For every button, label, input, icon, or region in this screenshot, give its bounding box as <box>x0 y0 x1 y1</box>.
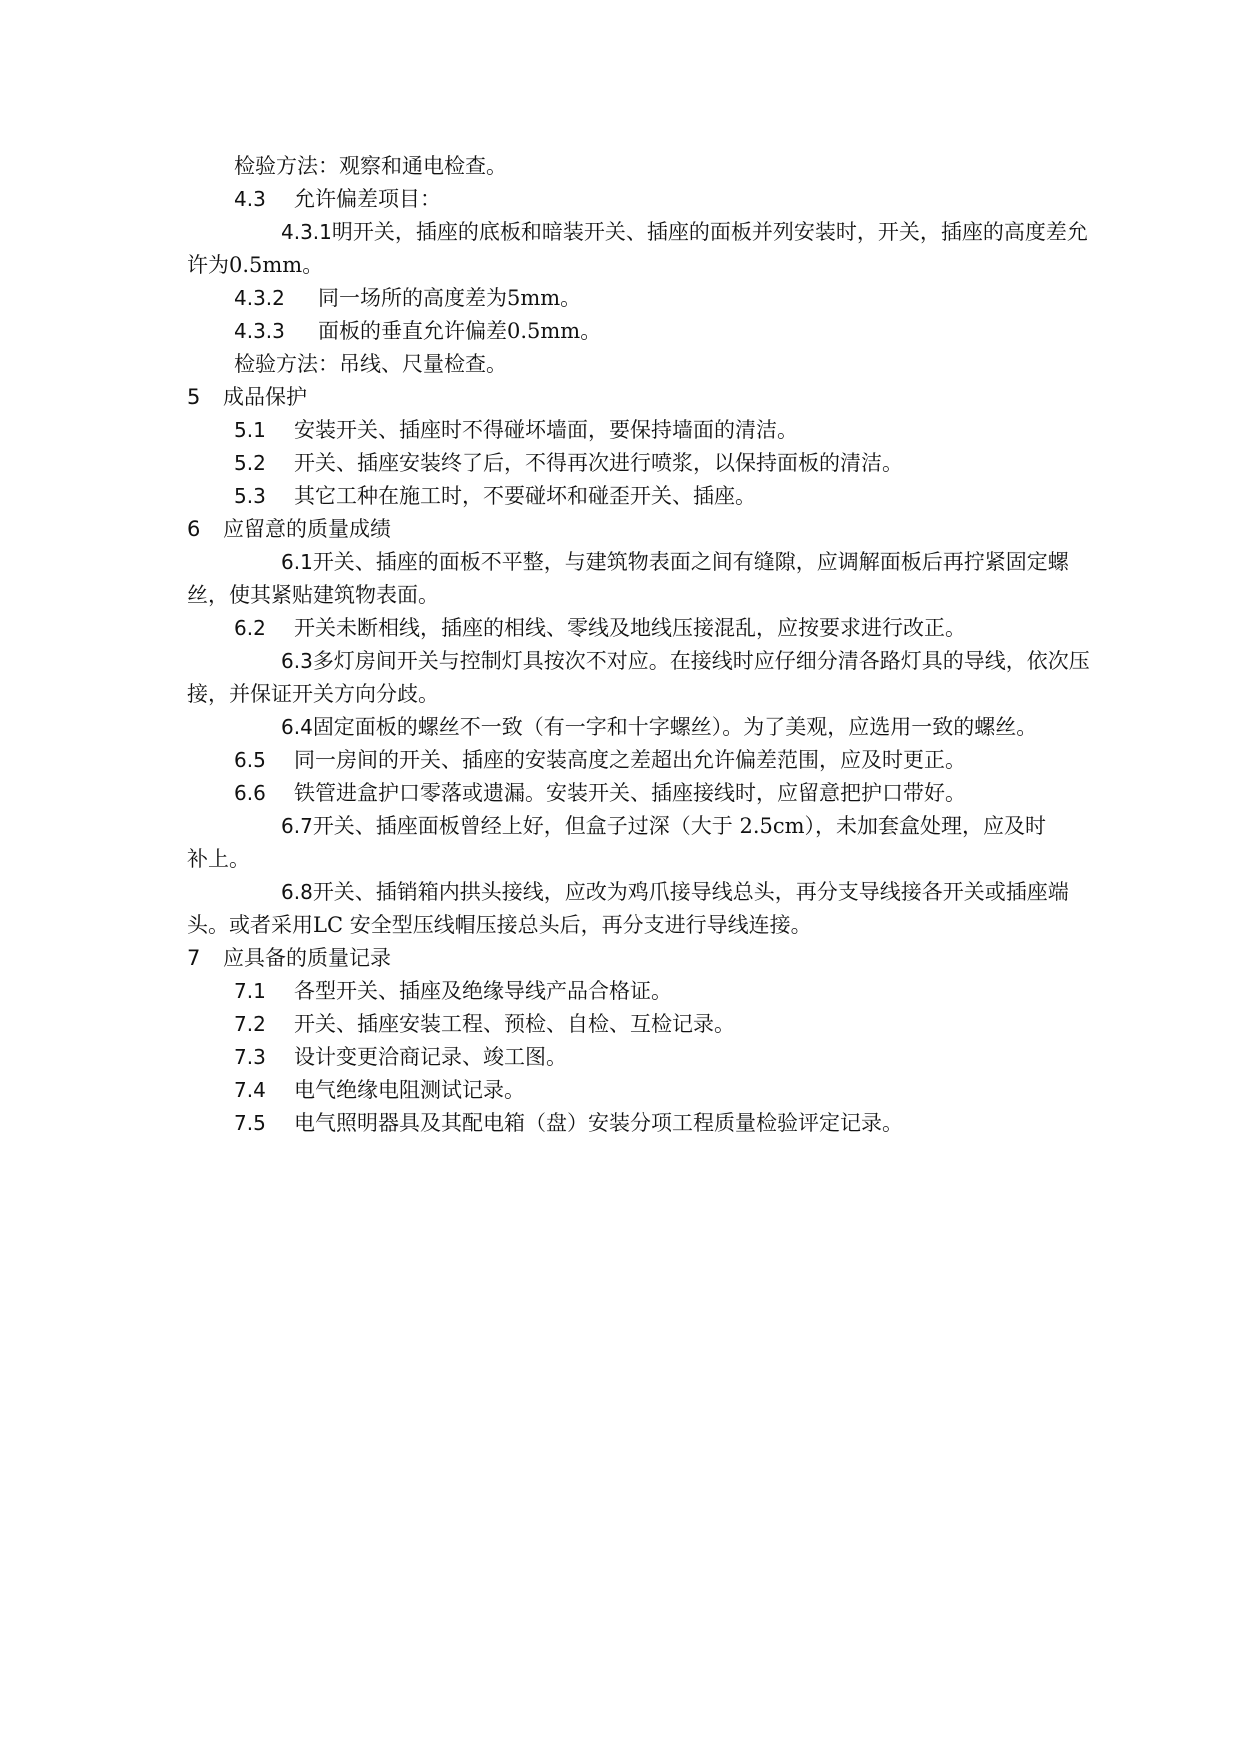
section-heading-6 <box>187 513 1092 546</box>
clause-number: 5.2 <box>234 451 266 475</box>
clause-number: 4.3.2 <box>234 286 285 310</box>
clause-text: 面板的垂直允许偏差0.5mm。 <box>318 319 602 343</box>
clause-text: 各型开关、插座及绝缘导线产品合格证。 <box>294 979 672 1003</box>
clause-7-3 <box>187 1041 1092 1074</box>
section-number: 5 <box>187 385 201 409</box>
clause-text: 明开关，插座的底板和暗装开关、插座的面板并列安装时，开关，插座的高度差允许为0.5mm。 <box>187 220 1088 277</box>
clause-number: 7.1 <box>234 979 266 1003</box>
clause-number: 7.4 <box>234 1078 266 1102</box>
clause-text: 同一房间的开关、插座的安装高度之差超出允许偏差范围，应及时更正。 <box>294 748 966 772</box>
clause-text: 允许偏差项目： <box>294 187 441 211</box>
clause-text: 固定面板的螺丝不一致（有一字和十字螺丝）。为了美观，应选用一致的螺丝。 <box>312 715 1038 739</box>
document-body <box>187 150 1092 1140</box>
clause-number: 6.5 <box>234 748 266 772</box>
clause-6-8 <box>187 876 1092 942</box>
clause-5-1 <box>187 414 1092 447</box>
section-heading-5 <box>187 381 1092 414</box>
clause-text: 开关、插销箱内拱头接线，应改为鸡爪接导线总头，再分支导线接各开关或插座端头。或者采用LC 安全型压线帽压接总头后，再分支进行导线连接。 <box>187 880 1069 937</box>
clause-text: 开关、插座安装终了后，不得再次进行喷浆，以保持面板的清洁。 <box>294 451 903 475</box>
section-title: 成品保护 <box>223 385 307 409</box>
clause-number: 7.3 <box>234 1045 266 1069</box>
clause-text: 开关未断相线，插座的相线、零线及地线压接混乱，应按要求进行改正。 <box>294 616 966 640</box>
clause-7-4 <box>187 1074 1092 1107</box>
clause-7-2 <box>187 1008 1092 1041</box>
clause-number: 6.6 <box>234 781 266 805</box>
clause-number: 4.3 <box>234 187 266 211</box>
section-heading-7 <box>187 942 1092 975</box>
clause-number: 6.7 <box>281 814 313 838</box>
section-number: 7 <box>187 946 201 970</box>
clause-6-3 <box>187 645 1092 711</box>
clause-number: 6.4 <box>281 715 313 739</box>
clause-number: 6.8 <box>281 880 313 904</box>
clause-4-3 <box>187 183 1092 216</box>
clause-6-4 <box>187 711 1092 744</box>
clause-text: 电气绝缘电阻测试记录。 <box>294 1078 525 1102</box>
clause-text: 开关、插座面板曾经上好，但盒子过深（大于 2.5cm），未加套盒处理，应及时补上。 <box>187 814 1047 871</box>
clause-text: 开关、插座的面板不平整，与建筑物表面之间有缝隙，应调解面板后再拧紧固定螺丝，使其紧贴建筑物表面。 <box>187 550 1069 607</box>
clause-6-7 <box>187 810 1092 876</box>
clause-number: 4.3.1 <box>281 220 332 244</box>
clause-text: 其它工种在施工时，不要碰坏和碰歪开关、插座。 <box>294 484 756 508</box>
clause-4-3-3 <box>187 315 1092 348</box>
section-title: 应留意的质量成绩 <box>223 517 391 541</box>
clause-number: 4.3.3 <box>234 319 285 343</box>
section-title: 应具备的质量记录 <box>223 946 391 970</box>
clause-5-2 <box>187 447 1092 480</box>
inspection-method-2: 检验方法：吊线、尺量检查。 <box>234 352 507 376</box>
clause-text: 开关、插座安装工程、预检、自检、互检记录。 <box>294 1012 735 1036</box>
clause-number: 6.1 <box>281 550 313 574</box>
clause-text: 同一场所的高度差为5mm。 <box>318 286 582 310</box>
clause-6-6 <box>187 777 1092 810</box>
clause-4-3-2 <box>187 282 1092 315</box>
clause-6-1 <box>187 546 1092 612</box>
section-number: 6 <box>187 517 201 541</box>
clause-text: 电气照明器具及其配电箱（盘）安装分项工程质量检验评定记录。 <box>294 1111 903 1135</box>
clause-number: 7.5 <box>234 1111 266 1135</box>
clause-text: 多灯房间开关与控制灯具按次不对应。在接线时应仔细分清各路灯具的导线，依次压接，并保证开关方向分歧。 <box>187 649 1090 706</box>
clause-6-2 <box>187 612 1092 645</box>
clause-number: 7.2 <box>234 1012 266 1036</box>
clause-6-5 <box>187 744 1092 777</box>
clause-4-3-1 <box>187 216 1092 282</box>
clause-number: 5.3 <box>234 484 266 508</box>
clause-5-3 <box>187 480 1092 513</box>
clause-number: 5.1 <box>234 418 266 442</box>
clause-number: 6.3 <box>281 649 313 673</box>
clause-text: 设计变更洽商记录、竣工图。 <box>294 1045 567 1069</box>
inspection-method-1: 检验方法：观察和通电检查。 <box>234 154 507 178</box>
clause-text: 铁管进盒护口零落或遗漏。安装开关、插座接线时，应留意把护口带好。 <box>294 781 966 805</box>
clause-7-5 <box>187 1107 1092 1140</box>
clause-7-1 <box>187 975 1092 1008</box>
clause-text: 安装开关、插座时不得碰坏墙面，要保持墙面的清洁。 <box>294 418 798 442</box>
clause-number: 6.2 <box>234 616 266 640</box>
